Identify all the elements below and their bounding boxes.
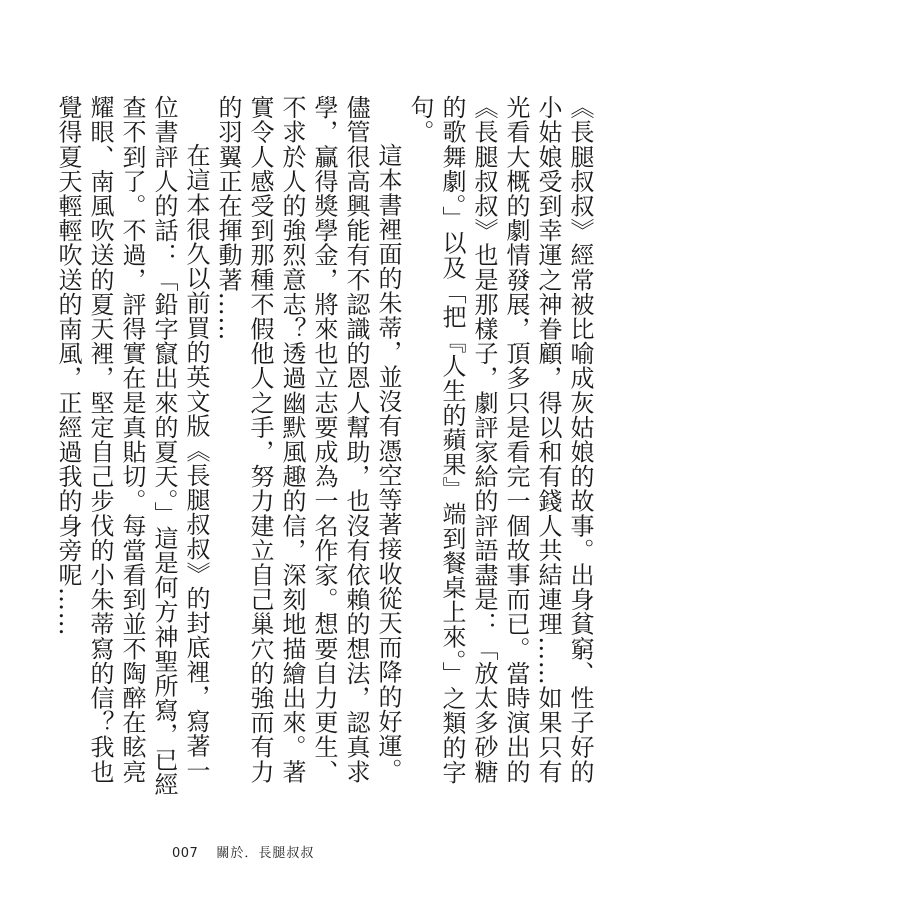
paragraph-2: 這本書裡面的朱蒂，並沒有憑空等著接收從天而降的好運。儘管很高興能有不認識的恩人幫助，也沒有依賴的想法，認真求學，贏得獎學金，將來也立志要成為一名作家。想要自力更生、不求於人的強烈意志？透過幽默風趣的信，深刻地描繪出來。著實令人感受到那種不假他人之手，努力建立自己巢穴的強而有力的羽翼正在揮動著…… — [214, 95, 402, 784]
page-footer — [172, 842, 314, 861]
running-title: 關於．長腿叔叔 — [216, 846, 315, 861]
page-number: 007 — [172, 846, 199, 861]
paragraph-1: 《長腿叔叔》經常被比喻成灰姑娘的故事。出身貧窮、性子好的小姑娘受到幸運之神眷顧，得以和有錢人共結連理……如果只有光看大概的劇情發展，頂多只是看完一個故事而已。當時演出的《長腿叔叔》也是那樣子，劇評家給的評語盡是：「放太多砂糖的歌舞劇。」以及「把『人生的蘋果』端到餐桌上來。」之類的字句。 — [406, 95, 594, 785]
paragraph-3: 在這本很久以前買的英文版《長腿叔叔》的封底裡，寫著一位書評人的話：「鉛字竄出來的夏天。」這是何方神聖所寫，已經查不到了。不過，評得實在是真貼切。每當看到並不陶醉在眩亮耀眼、南風吹送的夏天裡，堅定自己步伐的小朱蒂寫的信？我也覺得夏天輕輕吹送的南風，正經過我的身旁呢…… — [54, 95, 210, 797]
vertical-text-body — [54, 95, 596, 807]
